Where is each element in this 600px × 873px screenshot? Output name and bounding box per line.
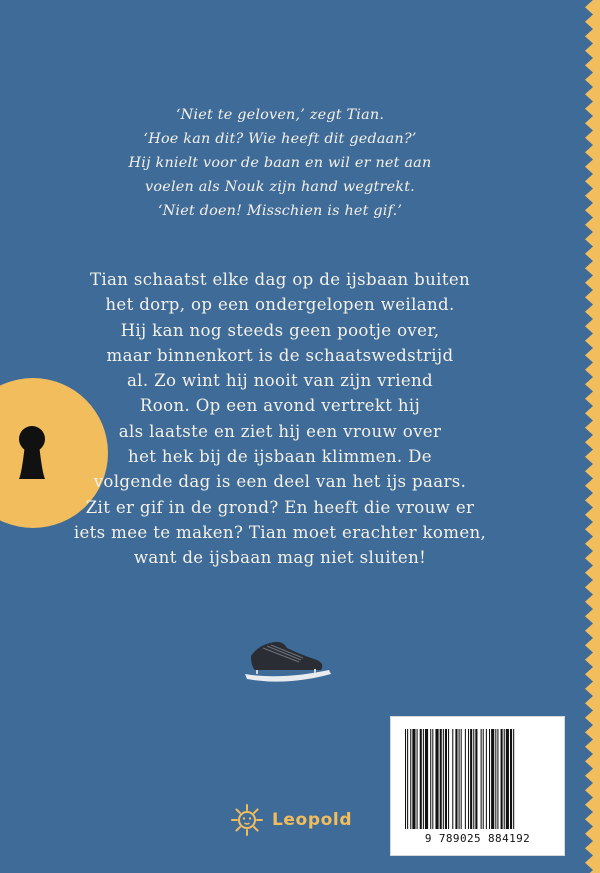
barcode-bar bbox=[423, 729, 424, 829]
blurb-line: Tian schaatst elke dag op de ijsbaan buiten bbox=[89, 270, 471, 289]
ice-skate-icon bbox=[241, 636, 333, 688]
barcode-bar bbox=[510, 729, 512, 829]
lion-icon bbox=[230, 803, 264, 837]
blurb-line: iets mee te maken? Tian moet erachter komen, bbox=[73, 522, 487, 542]
blurb-text bbox=[70, 267, 490, 571]
barcode-bar bbox=[443, 729, 444, 829]
barcode-bar bbox=[475, 729, 477, 829]
quote-line: voelen als Nouk zijn hand wegtrekt. bbox=[145, 179, 415, 195]
barcode-bar bbox=[513, 729, 514, 829]
publisher-name: Leopold bbox=[272, 810, 353, 830]
barcode-bar bbox=[440, 729, 442, 829]
barcode-bar bbox=[473, 729, 474, 829]
barcode-bar bbox=[410, 729, 411, 829]
barcode-bar bbox=[465, 729, 466, 829]
blurb-line: volgende dag is een deel van het ijs paars. bbox=[93, 472, 467, 492]
barcode-bar bbox=[506, 729, 509, 829]
barcode-bar bbox=[461, 729, 462, 829]
barcode-bar bbox=[435, 729, 438, 829]
blurb-line: want de ijsbaan mag niet sluiten! bbox=[133, 548, 427, 568]
barcode-bar bbox=[489, 729, 490, 829]
quote-line: ‘Niet doen! Misschien is het gif.’ bbox=[157, 203, 403, 219]
barcode-bar bbox=[468, 729, 469, 829]
barcode-bars bbox=[403, 729, 551, 829]
quote-line: ‘Hoe kan dit? Wie heeft dit gedaan?’ bbox=[143, 131, 417, 147]
barcode-bar bbox=[455, 729, 457, 829]
blurb-line: al. Zo wint hij nooit van zijn vriend bbox=[126, 371, 434, 391]
isbn-number: 9 789025 884192 bbox=[424, 832, 531, 845]
barcode-bar bbox=[459, 729, 460, 829]
barcode-bar bbox=[445, 729, 447, 829]
blurb-line: als laatste en ziet hij een vrouw over bbox=[118, 421, 442, 441]
keyhole-icon bbox=[14, 424, 50, 480]
quote-excerpt bbox=[70, 103, 490, 223]
quote-line: Hij knielt voor de baan en wil er net aan bbox=[128, 155, 432, 171]
barcode-bar bbox=[504, 729, 505, 829]
blurb-line: maar binnenkort is de schaatswedstrijd bbox=[106, 345, 454, 365]
barcode bbox=[390, 716, 565, 856]
publisher-logo bbox=[230, 800, 352, 840]
quote-line: ‘Niet te geloven,’ zegt Tian. bbox=[175, 107, 385, 123]
barcode-bar bbox=[497, 729, 498, 829]
barcode-bar bbox=[448, 729, 449, 829]
barcode-bar bbox=[432, 729, 433, 829]
barcode-bar bbox=[407, 729, 408, 829]
blurb-line: het hek bij de ijsbaan klimmen. De bbox=[128, 447, 432, 467]
barcode-bar bbox=[470, 729, 472, 829]
barcode-bar bbox=[412, 729, 415, 829]
barcode-bar bbox=[501, 729, 503, 829]
barcode-bar bbox=[420, 729, 422, 829]
barcode-bar bbox=[481, 729, 482, 829]
barcode-bar bbox=[405, 729, 406, 829]
barcode-bar bbox=[483, 729, 484, 829]
barcode-bar bbox=[425, 729, 428, 829]
blurb-line: Zit er gif in de grond? En heeft die vrouw er bbox=[85, 497, 475, 517]
blurb-line: Hij kan nog steeds geen pootje over, bbox=[120, 320, 440, 340]
barcode-bar bbox=[486, 729, 487, 829]
blurb-line: het dorp, op een ondergelopen weiland. bbox=[105, 295, 455, 315]
barcode-bar bbox=[452, 729, 453, 829]
barcode-bar bbox=[491, 729, 494, 829]
barcode-bar bbox=[430, 729, 431, 829]
barcode-bar bbox=[417, 729, 418, 829]
barcode-bar bbox=[495, 729, 496, 829]
blurb-line: Roon. Op een avond vertrekt hij bbox=[139, 396, 421, 416]
